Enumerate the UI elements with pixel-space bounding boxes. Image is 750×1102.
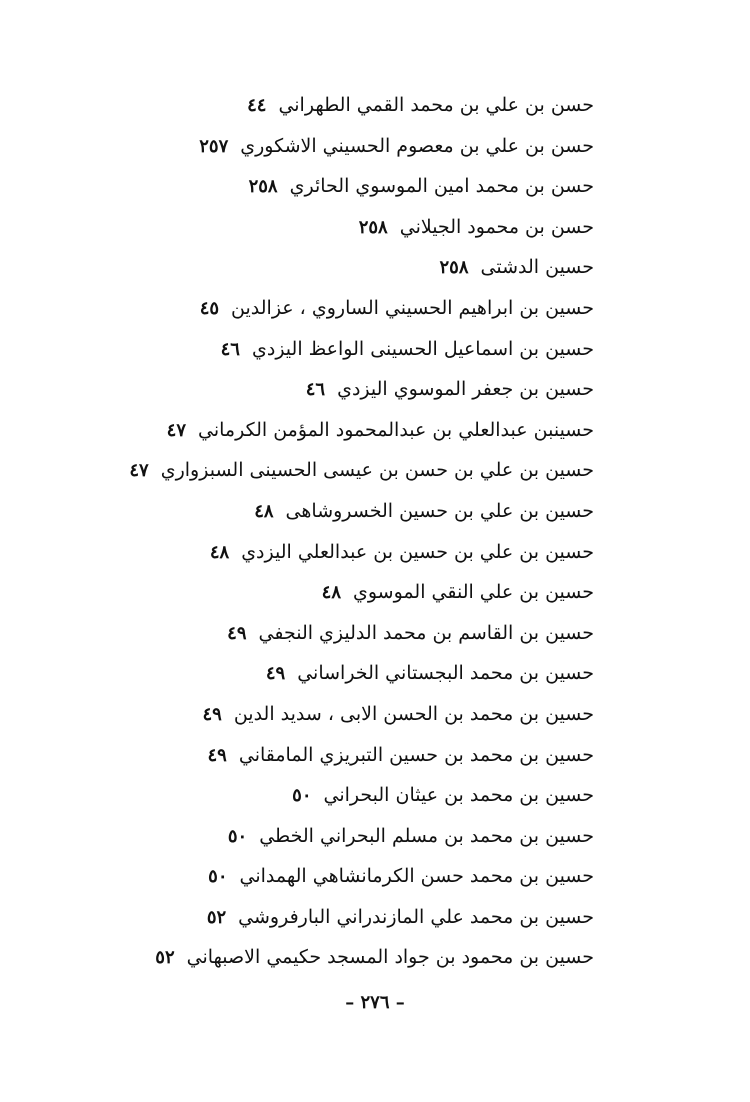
index-entry [134,940,594,981]
index-entry [134,210,594,251]
index-entry [134,616,594,657]
entry-page-number: ٤٦ [305,379,326,401]
entry-page-number: ٤٨ [209,541,230,563]
entry-page-number: ٤٨ [321,582,341,604]
entry-name: حسين بن محمد البجستاني الخراساني [297,662,594,685]
index-entry [134,129,594,170]
entry-name: حسين بن محمد بن الحسن الابى ، سديد الدين [233,702,594,725]
index-entry [134,372,594,413]
index-entry [134,332,594,373]
entry-name: حسين بن ابراهيم الحسيني الساروي ، عزالدين [231,296,594,319]
entry-name: حسين بن جعفر الموسوي اليزدي [337,378,594,401]
entry-page-number: ٢٥٨ [358,216,388,238]
index-entry [134,738,594,779]
entry-page-number: ٥٢ [206,906,227,928]
entry-page-number: ٤٦ [220,338,240,360]
entry-page-number: ٢٥٨ [248,176,278,198]
entry-name: حسن بن محمود الجيلاني [399,215,594,238]
entry-name: حسين بن علي بن حسن بن عيسى الحسينى السبزواري [160,459,594,482]
index-entry [134,169,594,210]
entry-page-number: ٥٢ [155,947,175,969]
index-entry [134,494,594,535]
index-entry [134,656,594,697]
index-list [129,88,594,981]
entry-name: حسين بن علي بن حسين الخسروشاهى [285,499,594,522]
page-number-footer: – ٢٧٦ – [345,992,405,1013]
entry-name: حسينبن عبدالعلي بن عبدالمحمود المؤمن الكرماني [198,418,594,441]
entry-name: حسن بن علي بن معصوم الحسيني الاشكوري [240,134,594,157]
entry-page-number: ٤٩ [202,703,222,725]
entry-name: حسين بن علي بن حسين بن عبدالعلي اليزدي [241,540,594,563]
entry-page-number: ٢٥٨ [439,257,469,279]
index-entry [134,819,594,860]
entry-page-number: ٥٠ [227,825,248,847]
entry-name: حسين بن اسماعيل الحسينى الواعظ اليزدي [251,337,594,360]
entry-page-number: ٤٧ [129,460,149,482]
index-entry [134,535,594,576]
entry-name: حسين بن علي النقي الموسوي [353,581,594,604]
entry-page-number: ٤٥ [199,297,220,319]
entry-page-number: ٤٧ [166,419,187,441]
entry-page-number: ٥٠ [208,866,228,888]
entry-name: حسين بن محمد بن حسين التبريزي المامقاني [238,743,594,766]
index-entry [134,697,594,738]
index-entry [134,900,594,941]
entry-name: حسين بن محمد حسن الكرمانشاهي الهمداني [239,865,594,888]
entry-page-number: ٤٨ [254,500,274,522]
index-entry [129,453,594,494]
entry-name: حسين بن محمد علي المازندراني البارفروشي [238,905,594,928]
index-entry [134,778,594,819]
entry-page-number: ٤٩ [265,663,286,685]
entry-page-number: ٥٠ [292,785,312,807]
entry-name: حسين بن محمد بن مسلم البحراني الخطي [259,824,594,847]
index-entry [134,291,594,332]
entry-page-number: ٤٩ [207,744,227,766]
entry-page-number: ٤٤ [247,95,267,116]
entry-name: حسين بن محمد بن عيثان البحراني [323,784,594,807]
index-entry [134,250,594,291]
entry-name: حسين الدشتى [480,256,594,279]
index-entry [134,88,594,129]
entry-page-number: ٢٥٧ [199,135,229,157]
entry-page-number: ٤٩ [227,622,247,644]
index-entry [134,575,594,616]
entry-name: حسن بن علي بن محمد القمي الطهراني [278,94,594,116]
index-entry [134,859,594,900]
index-entry [134,413,594,454]
entry-name: حسن بن محمد امين الموسوي الحائري [289,175,594,198]
entry-name: حسين بن محمود بن جواد المسجد حكيمي الاصبهاني [186,946,594,969]
entry-name: حسين بن القاسم بن محمد الدليزي النجفي [258,621,594,644]
